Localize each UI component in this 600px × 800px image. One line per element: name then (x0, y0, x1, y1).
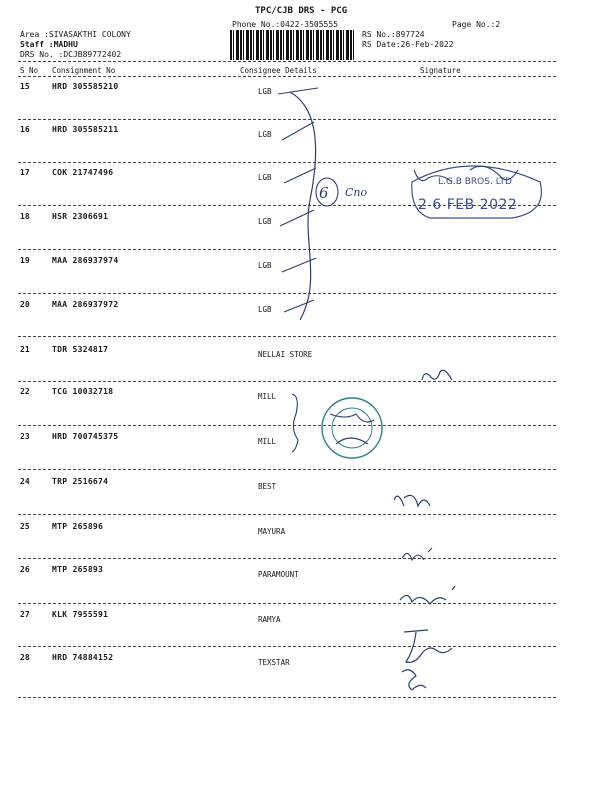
row-consignee: LGB (258, 217, 272, 226)
row-sno: 23 (20, 432, 30, 441)
row-sno: 16 (20, 125, 30, 134)
tick-mark (280, 210, 314, 226)
count-note-6: 6 (319, 184, 329, 202)
signature-row-21 (422, 370, 452, 380)
bracket-line (290, 92, 316, 320)
row-consignee: LGB (258, 305, 272, 314)
col-header-consignee: Consignee Details (240, 66, 317, 75)
row-consignment-no: MAA 286937972 (52, 300, 119, 309)
row-consignment-no: HRD 700745375 (52, 432, 119, 441)
rs-number: RS No.:897724 (362, 30, 425, 39)
tick-mark (284, 168, 316, 183)
row-consignee: MILL (258, 437, 277, 446)
row-consignee: LGB (258, 261, 272, 270)
signature-row-28 (402, 670, 426, 690)
row-consignment-no: MAA 286937974 (52, 256, 119, 265)
document-title: TPC/CJB DRS - PCG (255, 6, 348, 16)
staff-label: Staff :MADHU (20, 40, 78, 49)
mill-bracket (292, 394, 298, 452)
row-consignee: TEXSTAR (258, 658, 290, 667)
row-consignee: PARAMOUNT (258, 570, 299, 579)
area-label: Area :SIVASAKTHI COLONY (20, 30, 131, 39)
row-consignee: BEST (258, 482, 277, 491)
row-consignment-no: KLK 7955591 (52, 610, 109, 619)
drs-number: DRS No. :DCJB89772402 (20, 50, 122, 59)
row-sno: 15 (20, 82, 30, 91)
col-header-sno: S No (20, 66, 39, 75)
stamp-company: L.G.B BROS. LTD (438, 177, 512, 187)
row-consignment-no: HRD 74884152 (52, 653, 114, 662)
row-sno: 25 (20, 522, 30, 531)
tick-mark (278, 88, 318, 94)
row-sno: 26 (20, 565, 30, 574)
page-number: Page No.:2 (452, 20, 501, 29)
row-consignment-no: TCG 10032718 (52, 387, 114, 396)
stamp-date: 2 6 FEB 2022 (418, 197, 518, 213)
row-sno: 20 (20, 300, 30, 309)
row-consignment-no: MTP 265896 (52, 522, 104, 531)
row-consignee: LGB (258, 87, 272, 96)
col-header-consignment: Consignment No (52, 66, 116, 75)
col-header-signature: Signature (420, 66, 461, 75)
company-stamp (412, 166, 542, 218)
count-note-cno: Cno (345, 186, 368, 199)
phone-number: Phone No.:0422-3505555 (232, 20, 338, 29)
signature-row-26 (400, 586, 455, 604)
row-sno: 18 (20, 212, 30, 221)
row-sno: 22 (20, 387, 30, 396)
row-consignment-no: TRP 2516674 (52, 477, 109, 486)
row-consignee: MAYURA (258, 527, 286, 536)
round-stamp (322, 398, 382, 458)
row-sno: 21 (20, 345, 30, 354)
row-consignment-no: TDR 5324817 (52, 345, 109, 354)
row-sno: 28 (20, 653, 30, 662)
row-consignee: NELLAI STORE (258, 350, 313, 359)
row-sno: 19 (20, 256, 30, 265)
row-consignment-no: HRD 305585211 (52, 125, 119, 134)
signature-row-25 (402, 548, 432, 560)
row-sno: 27 (20, 610, 30, 619)
signature-row-24 (394, 495, 430, 506)
row-consignment-no: HRD 305585210 (52, 82, 119, 91)
row-consignee: RAMYA (258, 615, 281, 624)
row-sno: 17 (20, 168, 30, 177)
row-consignment-no: HSR 2306691 (52, 212, 109, 221)
tick-mark (284, 300, 314, 312)
row-sno: 24 (20, 477, 30, 486)
signature-row-27 (404, 630, 452, 662)
row-consignee: LGB (258, 173, 272, 182)
rs-date: RS Date:26-Feb-2022 (362, 40, 454, 49)
row-consignment-no: COK 21747496 (52, 168, 114, 177)
tick-mark (282, 122, 314, 140)
row-consignee: MILL (258, 392, 277, 401)
row-consignment-no: MTP 265893 (52, 565, 104, 574)
row-consignee: LGB (258, 130, 272, 139)
